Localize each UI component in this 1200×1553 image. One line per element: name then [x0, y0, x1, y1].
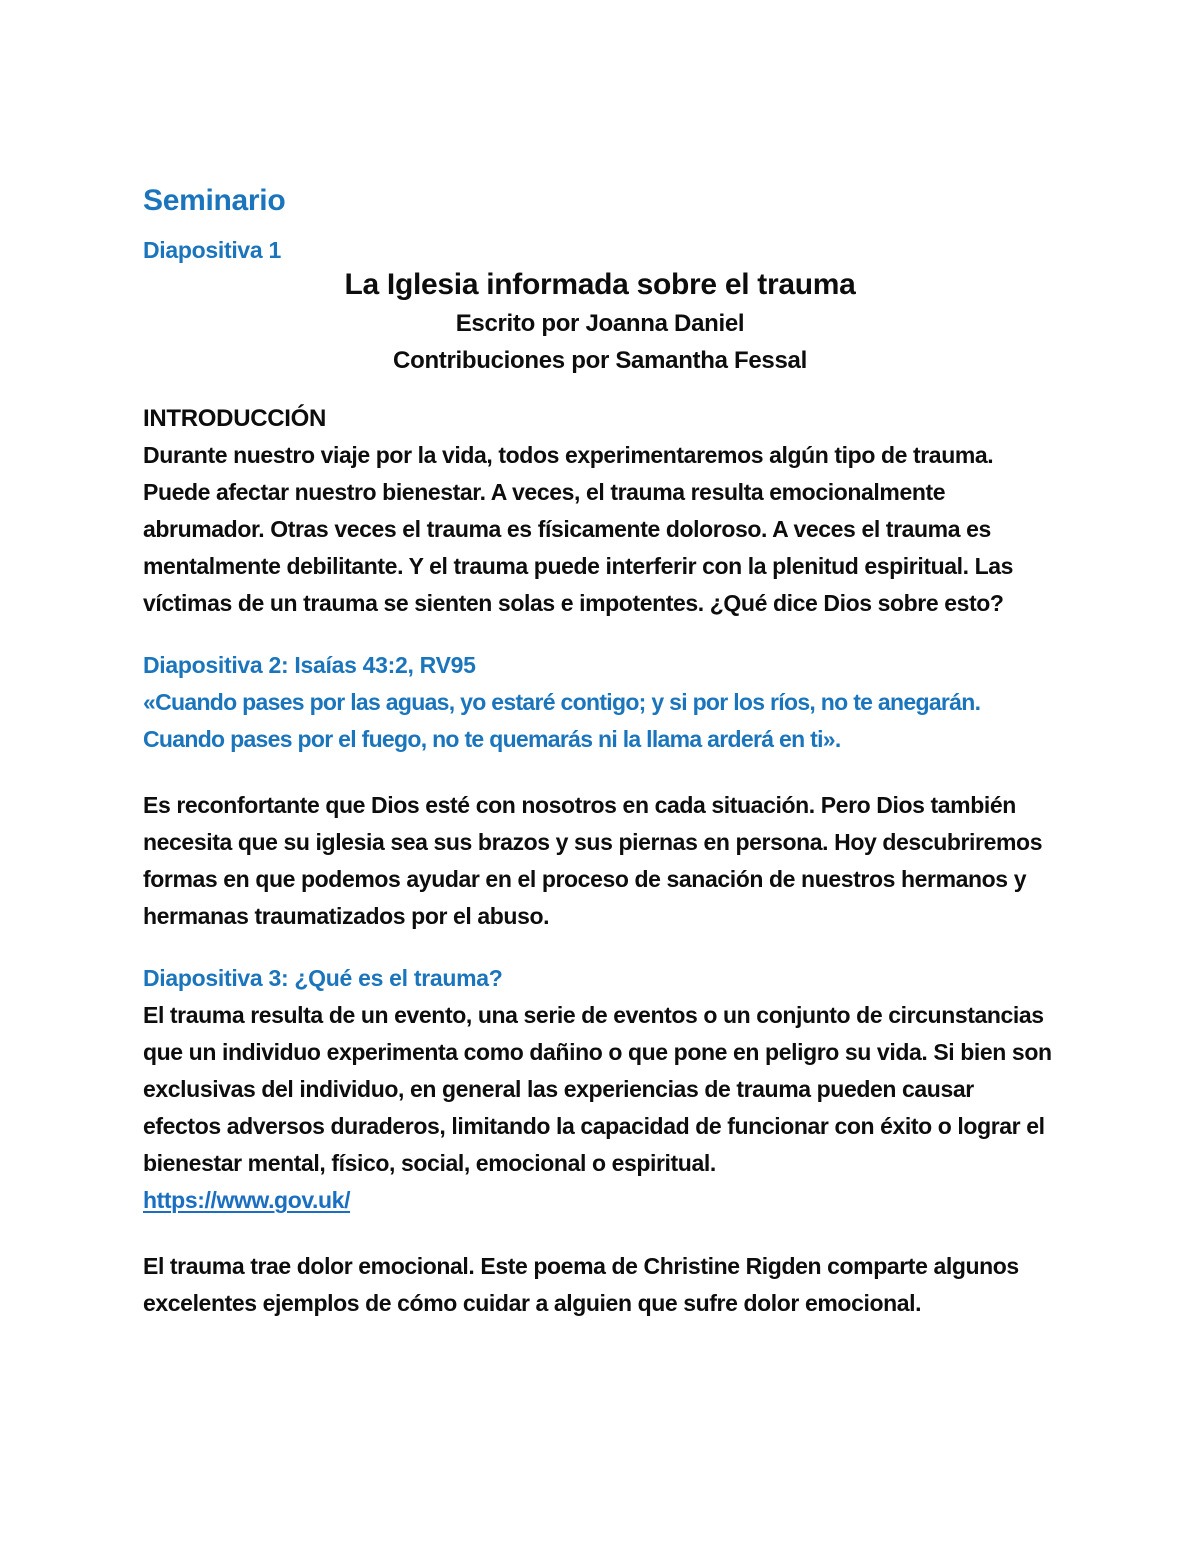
byline-author: Escrito por Joanna Daniel [455, 310, 745, 337]
slide-1-label: Diapositiva 1 [143, 237, 281, 263]
poem-intro-paragraph: El trauma trae dolor emocional. Este poema de Christine Rigden comparte algunos excelentes ejemplos de cómo cuidar a alguien que sufre dolor emocional. [143, 1253, 1019, 1316]
document-heading: Seminario [143, 184, 286, 217]
slide-3-heading: Diapositiva 3: ¿Qué es el trauma? [143, 965, 503, 991]
introduction-paragraph: Durante nuestro viaje por la vida, todos experimentaremos algún tipo de trauma. Puede afectar nuestro bienestar. A veces, el trauma resulta emocionalmente abrumador. Otras veces el trauma es físicamente doloroso. A veces el trauma es mentalmente debilitante. Y el trauma puede interferir con la plenitud espiritual. Las víctimas de un trauma se sienten solas e impotentes. ¿Qué dice Dios sobre esto? [143, 442, 1014, 616]
link-line [143, 1182, 1057, 1219]
scripture-quote-line-1: «Cuando pases por las aguas, yo estaré contigo; y si por los ríos, no te anegarán. [143, 689, 981, 715]
introduction-heading: INTRODUCCIÓN [143, 405, 327, 432]
byline-contributions: Contribuciones por Samantha Fessal [393, 347, 807, 374]
slide-2-heading: Diapositiva 2: Isaías 43:2, RV95 [143, 652, 476, 678]
document-content [143, 0, 1057, 1322]
trauma-definition-paragraph: El trauma resulta de un evento, una serie de eventos o un conjunto de circunstancias que un individuo experimenta como dañino o que pone en peligro su vida. Si bien son exclusivas del individuo, en general las experiencias de trauma pueden causar efectos adversos duraderos, limitando la capacidad de funcionar con éxito o lograr el bienestar mental, físico, social, emocional o espiritual. [143, 1002, 1052, 1176]
comfort-paragraph: Es reconfortante que Dios esté con nosotros en cada situación. Pero Dios también necesita que su iglesia sea sus brazos y sus piernas en persona. Hoy descubriremos formas en que podemos ayudar en el proceso de sanación de nuestros hermanos y hermanas traumatizados por el abuso. [143, 792, 1043, 929]
document-title: La Iglesia informada sobre el trauma [344, 268, 856, 301]
scripture-quote-line-2: Cuando pases por el fuego, no te quemarás ni la llama arderá en ti». [143, 726, 841, 752]
gov-uk-link[interactable]: https://www.gov.uk/ [143, 1187, 351, 1213]
